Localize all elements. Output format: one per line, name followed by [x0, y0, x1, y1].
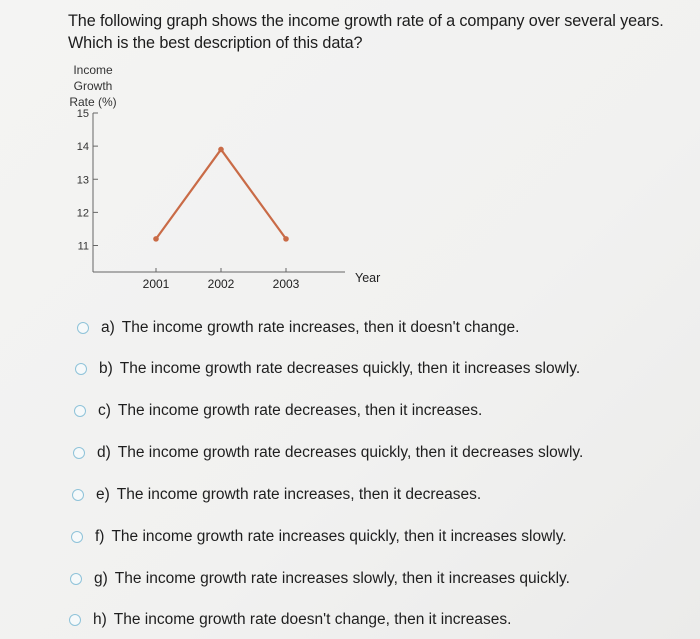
option-b[interactable] — [75, 360, 580, 378]
option-letter: a) — [101, 319, 115, 336]
y-tick-label: 15 — [76, 108, 89, 120]
radio-button[interactable] — [73, 447, 85, 459]
option-text: The income growth rate increases, then it decreases. — [116, 486, 482, 503]
y-tick-label: 12 — [76, 207, 89, 220]
option-text: The income growth rate increases quickly, then it increases slowly. — [111, 528, 567, 545]
option-a[interactable] — [77, 319, 519, 337]
option-letter: h) — [93, 611, 107, 628]
x-tick-label: 2001 — [142, 277, 170, 291]
x-tick-label: 2002 — [207, 277, 235, 291]
option-letter: f) — [95, 528, 105, 545]
y-tick-label: 13 — [76, 174, 89, 187]
radio-button[interactable] — [69, 614, 81, 626]
y-tick-label: 14 — [76, 141, 89, 154]
option-g[interactable] — [70, 570, 570, 588]
option-e[interactable] — [72, 486, 481, 504]
option-letter: c) — [98, 402, 111, 419]
radio-button[interactable] — [74, 405, 86, 417]
option-letter: d) — [97, 444, 111, 461]
y-tick-label: 11 — [77, 240, 89, 253]
option-text: The income growth rate increases slowly, then it increases quickly. — [114, 570, 570, 587]
radio-button[interactable] — [72, 489, 84, 501]
option-text: The income growth rate decreases, then it increases. — [117, 402, 483, 419]
x-tick-label: 2003 — [272, 277, 300, 291]
y-axis-label-line: Growth — [73, 79, 113, 93]
option-d[interactable] — [73, 444, 583, 462]
option-text: The income growth rate decreases quickly, then it increases slowly. — [119, 360, 581, 377]
option-c[interactable] — [74, 402, 482, 420]
radio-button[interactable] — [75, 363, 87, 375]
radio-button[interactable] — [70, 573, 82, 585]
option-text: The income growth rate increases, then it doesn't change. — [121, 319, 520, 336]
y-axis-label-line: Rate (%) — [69, 95, 117, 109]
option-f[interactable] — [71, 528, 567, 546]
option-text: The income growth rate doesn't change, then it increases. — [113, 611, 512, 628]
x-axis-label: Year — [355, 271, 381, 285]
option-letter: b) — [99, 360, 113, 377]
y-axis-label-line: Income — [73, 63, 113, 77]
radio-button[interactable] — [71, 531, 83, 543]
option-letter: g) — [94, 570, 108, 587]
option-text: The income growth rate decreases quickly, then it decreases slowly. — [117, 444, 584, 461]
option-h[interactable] — [69, 611, 511, 629]
option-letter: e) — [96, 486, 110, 503]
radio-button[interactable] — [77, 322, 89, 334]
question-line-2: Which is the best description of this data? — [68, 34, 363, 52]
question-line-1: The following graph shows the income growth rate of a company over several years. — [68, 12, 664, 30]
